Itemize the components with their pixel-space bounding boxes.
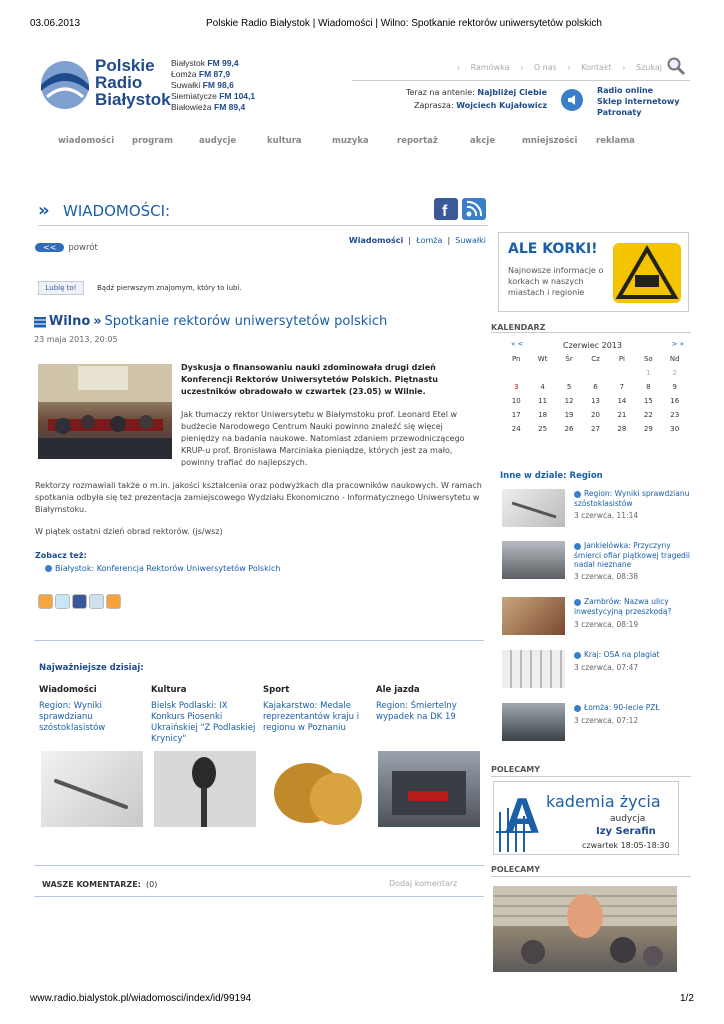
calendar-day[interactable]: 9 [672, 383, 677, 391]
topnav-kontakt[interactable]: › Kontakt [567, 63, 612, 72]
add-comment-link[interactable]: Dodaj komentarz [389, 879, 458, 888]
blip-icon[interactable] [38, 594, 53, 609]
related-heading: Inne w dziale: Region [500, 471, 603, 481]
article-flag-icon [34, 317, 46, 328]
calendar-day[interactable]: 19 [564, 411, 574, 419]
nav-reportaz[interactable]: reportaż [397, 136, 438, 146]
calendar-day[interactable]: 28 [617, 425, 627, 433]
article-lead: Dyskusja o finansowaniu nauki zdominowała drugi dzień Konferencji Rektorów Uniwersytetów Polskich. Piętnastu uczestników obradowało w czwartek (23.05) w Wilnie. [181, 363, 438, 396]
calendar-day[interactable]: 2 [672, 369, 677, 377]
logo-mark-icon [37, 57, 93, 113]
rss-icon[interactable] [462, 198, 486, 220]
now-value[interactable]: Najbliżej Ciebie [477, 88, 547, 97]
traffic-sign-icon [613, 243, 681, 303]
calendar-day[interactable]: 10 [511, 397, 521, 405]
calendar [503, 340, 688, 433]
crumb-lomza[interactable]: Łomża [416, 236, 443, 245]
calendar-month: Czerwiec 2013 [563, 341, 622, 350]
calendar-day[interactable]: 18 [538, 411, 548, 419]
ad-az-audycja: audycja [610, 814, 646, 824]
related-item[interactable]: Region: Wyniki sprawdzianu szóstoklasistów 3 czerwca, 11:14 [502, 489, 690, 529]
topnav-ramowka[interactable]: › Ramówka [456, 63, 510, 72]
calendar-day[interactable]: 6 [593, 383, 598, 391]
on-air-panel [352, 80, 690, 120]
nav-kultura[interactable]: kultura [267, 136, 302, 146]
back-label: powrót [68, 243, 98, 253]
nav-audycje[interactable]: audycje [199, 136, 237, 146]
article-paragraph-2: Rektorzy rozmawiali także o m.in. jakości kształcenia oraz podwyżkach dla pracowników naukowych. W ramach spotkania odbyła się też prezentacja zamiejscowego Wydziału Ekonomiczno - Informatycznego Uniwersytetu w Białymstoku. [35, 481, 482, 514]
link-shop[interactable]: Sklep internetowy [597, 97, 680, 106]
topnav-szukaj[interactable]: › Szukaj [622, 63, 662, 72]
invite-value[interactable]: Wojciech Kujałowicz [456, 101, 547, 110]
print-title: Polskie Radio Białystok | Wiadomości | Wilno: Spotkanie rektorów uniwersytetów polskich [206, 18, 602, 29]
back-button[interactable]: << [35, 243, 64, 252]
bullet-icon [45, 565, 52, 572]
wykop-icon[interactable] [89, 594, 104, 609]
like-button[interactable]: Lubię to! [38, 281, 84, 295]
calendar-day[interactable]: 27 [591, 425, 600, 433]
topnav-onas[interactable]: › O nas [520, 63, 557, 72]
calendar-next[interactable]: > » [671, 340, 684, 348]
article-paragraph-3: W piątek ostatni dzień obrad rektorów. (js/wsz) [35, 527, 223, 536]
related-item[interactable]: Jankielówka: Przyczyny śmierci ofiar piątkowej tragedii nadal nieznane 3 czerwca, 08:38 [502, 541, 690, 581]
print-page-number: 1/2 [680, 993, 694, 1004]
calendar-day[interactable]: 30 [670, 425, 680, 433]
top-story[interactable]: Kultura Bielsk Podlaski: IX Konkurs Piosenki Ukraińskiej "Z Podlaskiej Krynicy" [151, 685, 259, 745]
freq-row: Białowieża FM 89,4 [171, 102, 246, 112]
calendar-day[interactable]: 26 [564, 425, 574, 433]
story-image[interactable] [378, 751, 480, 827]
breadcrumb: Wiadomości | Łomża | Suwałki [348, 236, 486, 245]
nav-wiadomosci[interactable]: wiadomości [58, 136, 115, 146]
section-title: WIADOMOŚCI: [63, 202, 171, 220]
logo-line-3: Białystok [95, 90, 171, 109]
related-item[interactable]: Łomża: 90-lecie PZŁ 3 czerwca, 07:12 [502, 703, 690, 743]
crumb-wiadomosci[interactable]: Wiadomości [348, 236, 404, 245]
section-header [38, 198, 488, 226]
see-also-link[interactable]: Białystok: Konferencja Rektorów Uniwersytetów Polskich [45, 564, 280, 573]
calendar-day[interactable]: 29 [643, 425, 653, 433]
calendar-day[interactable]: 3 [513, 383, 519, 391]
logo-line-2: Radio [95, 73, 143, 92]
calendar-day[interactable]: 14 [617, 397, 627, 405]
calendar-day[interactable]: 12 [564, 397, 574, 405]
link-radio-online[interactable]: Radio online [597, 86, 654, 95]
polecamy-photo[interactable] [493, 886, 677, 972]
ad-az-host: Izy Serafin [596, 826, 656, 837]
calendar-day[interactable]: 24 [511, 425, 521, 433]
print-url: www.radio.bialystok.pl/wiadomosci/index/id/99194 [30, 993, 252, 1004]
story-image[interactable] [154, 751, 256, 827]
story-image[interactable] [266, 751, 368, 827]
freq-row: Białystok FM 99,4 [171, 58, 239, 68]
related-thumb[interactable] [502, 703, 565, 741]
calendar-day[interactable]: 25 [538, 425, 548, 433]
nav-akcje[interactable]: akcje [470, 136, 496, 146]
crumb-suwalki[interactable]: Suwałki [455, 236, 486, 245]
comments-count: (0) [145, 880, 158, 889]
twitter-icon[interactable] [55, 594, 70, 609]
top-nav [449, 63, 662, 72]
calendar-prev[interactable]: « < [511, 340, 524, 348]
nav-program[interactable]: program [132, 136, 173, 146]
article-photo [38, 364, 172, 459]
related-item[interactable]: Kraj: OSA na plagiat 3 czerwca, 07:47 [502, 650, 690, 690]
now-label: Teraz na antenie: [406, 88, 475, 97]
facebook-icon[interactable] [434, 198, 458, 220]
article-title [34, 314, 484, 329]
related-thumb[interactable] [502, 541, 565, 579]
email-icon[interactable] [106, 594, 121, 609]
calendar-day[interactable]: 4 [540, 383, 545, 391]
ad-az-title: kademia życia [546, 792, 661, 811]
site-logo[interactable] [37, 55, 259, 115]
ad-az-letter: A [504, 788, 541, 844]
nav-reklama[interactable]: reklama [596, 136, 635, 146]
speaker-icon[interactable] [561, 89, 583, 111]
related-thumb[interactable] [502, 597, 565, 635]
nav-mniejszosci[interactable]: mniejszości [522, 136, 578, 146]
article-location[interactable]: Wilno [48, 314, 91, 329]
calendar-grid: Pn Wt Śr Cz Pi So Nd 1 2 3 4 5 6 7 8 9 10 11 12 13 14 15 16 17 18 19 20 21 22 23 24 25 26 27 28 29 30 [503, 352, 688, 436]
main-nav [58, 136, 678, 148]
akademia-zycia-banner[interactable] [493, 781, 679, 855]
invite-label: Zaprasza: [414, 101, 454, 110]
calendar-day[interactable]: 23 [670, 411, 680, 419]
top-stories [34, 640, 484, 808]
search-icon[interactable] [666, 56, 686, 76]
double-chevron-icon: » [38, 200, 50, 221]
polecamy-heading: POLECAMY [491, 765, 691, 777]
related-item[interactable]: Zambrów: Nazwa ulicy inwestycyjną przeszkodą? 3 czerwca, 08:19 [502, 597, 690, 637]
calendar-day[interactable]: 5 [566, 383, 572, 391]
facebook-share-icon[interactable] [72, 594, 87, 609]
top-stories-heading: Najważniejsze dzisiaj: [39, 663, 144, 673]
print-date: 03.06.2013 [30, 18, 81, 29]
nav-muzyka[interactable]: muzyka [332, 136, 369, 146]
article-paragraph-1: Jak tłumaczy rektor Uniwersytetu w Białymstoku prof. Leonard Etel w budżecie Narodowego Centrum Nauki powinno znaleźć się więcej pieniędzy na badania naukowe. Natomiast zdaniem przewodniczącego KRUP-u prof. Bronisława Marciniaka pieniądze, których jest za mało, powinny trafiać do najlepszych. [181, 410, 465, 467]
calendar-day[interactable]: 21 [617, 411, 627, 419]
comments-label: WASZE KOMENTARZE: [42, 880, 141, 889]
calendar-day[interactable]: 8 [646, 383, 651, 391]
svg-text:f: f [442, 203, 448, 220]
calendar-day[interactable]: 17 [511, 411, 521, 419]
calendar-day[interactable]: 11 [538, 397, 548, 405]
freq-row: Siemiatycze FM 104,1 [171, 91, 256, 101]
calendar-day[interactable]: 7 [619, 383, 625, 391]
link-patronaty[interactable]: Patronaty [597, 108, 642, 117]
chevron-icon: » [93, 314, 102, 329]
calendar-day[interactable]: 16 [670, 397, 680, 405]
freq-row: Suwałki FM 98,6 [171, 80, 234, 90]
share-bar [38, 594, 123, 612]
calendar-day[interactable]: 22 [643, 411, 653, 419]
calendar-day[interactable]: 20 [591, 411, 600, 419]
calendar-day[interactable]: 13 [591, 397, 600, 405]
freq-row: Łomża FM 87,9 [171, 69, 231, 79]
ad-korki-desc: Najnowsze informacje o korkach w naszych miastach i regionie [508, 266, 604, 297]
top-story[interactable]: Wiadomości Region: Wyniki sprawdzianu szóstoklasistów [39, 685, 147, 734]
back-link[interactable] [35, 243, 98, 253]
logo-line-1: Polskie [95, 56, 155, 75]
frequency-list [171, 58, 255, 113]
calendar-heading: KALENDARZ [491, 323, 691, 333]
comments-bar [34, 865, 484, 897]
ad-korki-title: ALE KORKI! [508, 241, 598, 257]
ad-az-time: czwartek 18:05-18:30 [582, 841, 670, 850]
calendar-day[interactable]: 15 [643, 397, 653, 405]
story-image[interactable] [41, 751, 143, 827]
related-thumb[interactable] [502, 650, 565, 688]
related-thumb[interactable] [502, 489, 565, 527]
article-date: 23 maja 2013, 20:05 [34, 335, 118, 344]
article-headline: Spotkanie rektorów uniwersytetów polskich [104, 314, 388, 329]
calendar-day[interactable]: 1 [646, 369, 651, 377]
polecamy-heading-2: POLECAMY [491, 865, 691, 877]
like-text: Bądź pierwszym znajomym, który to lubi. [97, 284, 242, 292]
top-story[interactable]: Ale jazda Region: Śmiertelny wypadek na DK 19 [376, 685, 484, 723]
see-also-label: Zobacz też: [35, 551, 87, 560]
top-story[interactable]: Sport Kajakarstwo: Medale reprezentantów kraju i regionu w Poznaniu [263, 685, 371, 734]
ad-korki-banner[interactable] [498, 232, 689, 312]
